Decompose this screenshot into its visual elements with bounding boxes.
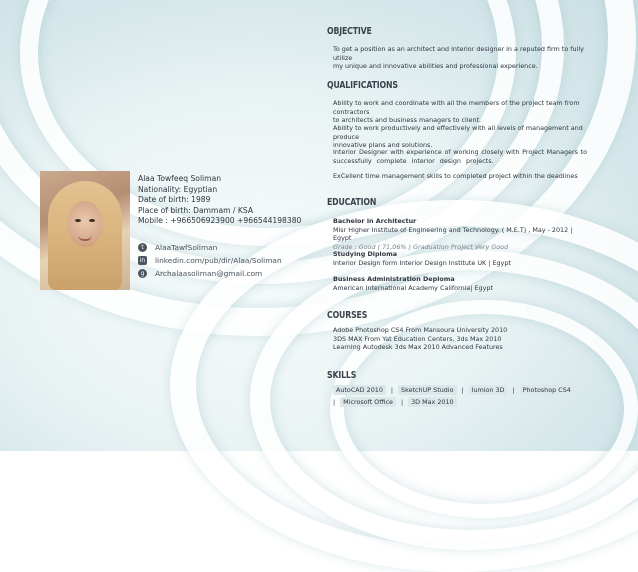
course-item: 3DS MAX From Yat Education Centers, 3ds Max 2010 xyxy=(333,334,502,343)
qualification-line: innovative plans and solutions. xyxy=(333,141,433,150)
profile-photo xyxy=(40,171,130,290)
qualification-line: successfully complete interior design projects. xyxy=(333,156,494,165)
contact-email[interactable] xyxy=(138,267,282,279)
skill-chip: lumion 3D xyxy=(469,385,508,395)
degree-grade: Grade : Good ( 71,06% ) Graduation Project Very Good xyxy=(333,242,509,251)
mobile-number: Mobile : +966506923900 +966544198380 xyxy=(138,216,302,226)
skill-separator: | xyxy=(400,398,404,406)
objective-line: my unique and innovative abilities and professional experience. xyxy=(333,62,538,71)
courses-list xyxy=(333,326,587,352)
qualification-line: Interior Designer with experience of working closely with Project Managers to xyxy=(333,148,587,156)
qualification-line: Ability to work and coordinate with all the members of the project team from contractors xyxy=(333,99,580,116)
skills-row xyxy=(333,385,574,395)
qualification-item xyxy=(333,99,587,125)
skills-heading: SKILLS xyxy=(327,370,357,381)
degree-institution: Misr Higher Institute of Engineering and Technology. ( M.E.T) , May - 2012 | Egypt xyxy=(333,225,573,243)
nationality: Nationality: Egyptian xyxy=(138,184,218,194)
person-name: Alaa Towfeeq Soliman xyxy=(138,174,222,183)
qualification-line: ExCellent time management skills to completed project within the deadlines xyxy=(333,172,578,180)
skill-separator: | xyxy=(461,386,464,394)
qualification-item xyxy=(333,148,587,165)
education-heading: EDUCATION xyxy=(327,197,377,208)
twitter-handle[interactable]: AlaaTawfSoliman xyxy=(155,242,218,252)
personal-info xyxy=(138,174,301,227)
skill-separator: | xyxy=(512,386,515,394)
skill-chip: SketchUP Studio xyxy=(398,385,456,395)
degree-title: Bachelor in Architectur xyxy=(333,217,417,225)
twitter-icon: t xyxy=(138,243,147,252)
qualification-line: to architects and business managers to client. xyxy=(333,116,482,125)
place-of-birth: Place of birth: Dammam / KSA xyxy=(138,205,254,215)
education-entry xyxy=(333,250,587,267)
objective-line: To get a position as an architect and interior designer in a reputed firm to fully utilize xyxy=(333,45,584,62)
skill-separator: | xyxy=(333,398,336,406)
profile-photo-eye xyxy=(75,219,81,222)
degree-institution: Interior Design form Interior Design Institute UK | Egypt xyxy=(333,258,511,267)
skill-chip: 3D Max 2010 xyxy=(408,397,457,407)
email-address[interactable]: Archalaasoliman@gmail.com xyxy=(155,268,263,278)
contact-twitter[interactable] xyxy=(138,241,282,253)
skill-chip: Microsoft Office xyxy=(340,397,396,407)
skill-chip: AutoCAD 2010 xyxy=(333,385,386,395)
contact-linkedin[interactable] xyxy=(138,254,282,266)
linkedin-url[interactable]: linkedin.com/pub/dir/Alaa/Soliman xyxy=(155,255,282,265)
skill-chip: Photoshop CS4 xyxy=(520,385,574,395)
google-plus-icon: g xyxy=(138,269,147,278)
contact-list xyxy=(138,241,282,280)
courses-heading: COURSES xyxy=(327,310,368,321)
profile-photo-eye xyxy=(89,219,95,222)
course-item: Learning Autodesk 3ds Max 2010 Advanced Features xyxy=(333,343,503,352)
skill-separator: | xyxy=(390,386,394,394)
degree-title: Studying Diploma xyxy=(333,250,398,258)
degree-title: Business Administration Deploma xyxy=(333,275,455,283)
objective-heading: OBJECTIVE xyxy=(327,26,372,37)
skills-row xyxy=(333,397,457,407)
qualification-item xyxy=(333,124,587,150)
qualification-item xyxy=(333,172,587,181)
qualifications-heading: QUALIFICATIONS xyxy=(327,80,398,91)
education-entry xyxy=(333,275,587,292)
course-item: Adobe Photoshop CS4 From Mansoura University 2010 xyxy=(333,326,508,334)
qualification-line: Ability to work productively and effectively with all levels of management and produce xyxy=(333,124,583,141)
degree-institution: American International Academy California| Egypt xyxy=(333,283,493,292)
date-of-birth: Date of birth: 1989 xyxy=(138,195,211,205)
linkedin-icon: in xyxy=(139,256,146,264)
objective-text xyxy=(333,45,587,71)
education-entry xyxy=(333,217,587,251)
